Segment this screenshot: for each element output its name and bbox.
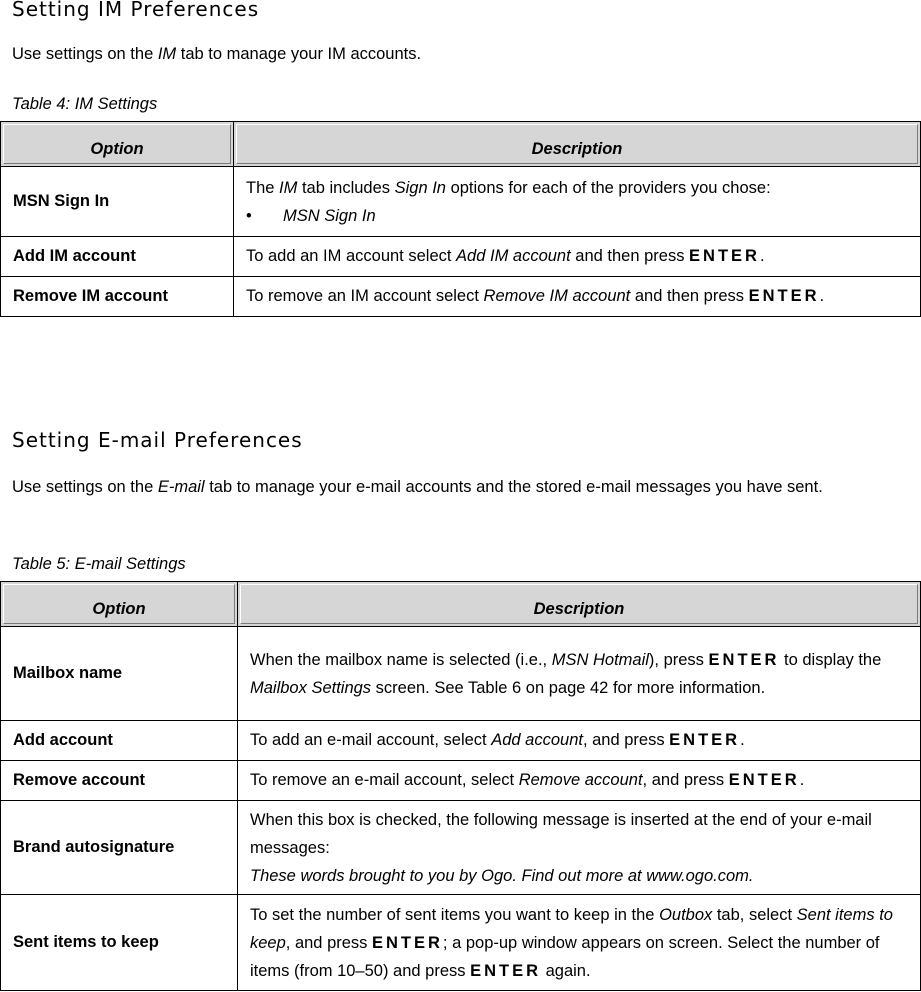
table-row — [1, 761, 921, 801]
table-row — [1, 721, 921, 761]
option-cell: Remove IM account — [1, 277, 234, 317]
table-header-row — [1, 582, 921, 627]
im-intro-paragraph: Use settings on the IM tab to manage your IM accounts. — [12, 45, 422, 63]
option-cell: Add IM account — [1, 237, 234, 277]
option-cell: Sent items to keep — [1, 895, 238, 991]
email-section-heading: Setting E-mail Preferences — [12, 428, 303, 452]
option-cell: Mailbox name — [1, 627, 238, 721]
column-header-option: Option — [1, 122, 234, 167]
table-row — [1, 801, 921, 895]
description-cell: To remove an IM account select Remove IM account and then press ENTER. — [234, 277, 921, 317]
bullet-item: • MSN Sign In — [246, 202, 920, 230]
table-row — [1, 167, 921, 237]
description-cell: To add an IM account select Add IM account and then press ENTER. — [234, 237, 921, 277]
option-cell: Remove account — [1, 761, 238, 801]
column-header-option: Option — [1, 582, 238, 627]
bullet-icon: • — [246, 206, 252, 225]
email-intro-paragraph: Use settings on the E-mail tab to manage your e-mail accounts and the stored e-mail messages you have sent. — [12, 478, 823, 496]
signature-text: These words brought to you by Ogo. Find out more at www.ogo.com. — [250, 866, 754, 885]
description-cell: The IM tab includes Sign In options for each of the providers you chose: • MSN Sign In — [234, 167, 921, 237]
table-row — [1, 627, 921, 721]
table-header-row — [1, 122, 921, 167]
option-cell: Brand autosignature — [1, 801, 238, 895]
description-cell: To remove an e-mail account, select Remove account, and press ENTER. — [238, 761, 921, 801]
table-row — [1, 895, 921, 991]
column-header-description: Description — [234, 122, 921, 167]
description-cell: When this box is checked, the following message is inserted at the end of your e-mail messages: These words brought to you by Ogo. Find out more at www.ogo.com. — [238, 801, 921, 895]
im-section-heading: Setting IM Preferences — [12, 0, 260, 21]
description-cell: When the mailbox name is selected (i.e., MSN Hotmail), press ENTER to display the Mailbox Settings screen. See Table 6 on page 42 for more information. — [238, 627, 921, 721]
table-row — [1, 237, 921, 277]
option-cell: MSN Sign In — [1, 167, 234, 237]
table-row — [1, 277, 921, 317]
im-settings-table — [0, 121, 921, 317]
column-header-description: Description — [238, 582, 921, 627]
description-cell: To set the number of sent items you want to keep in the Outbox tab, select Sent items to keep, and press ENTER; a pop-up window appears on screen. Select the number of items (from 10–50) and press ENTER again. — [238, 895, 921, 991]
description-cell: To add an e-mail account, select Add account, and press ENTER. — [238, 721, 921, 761]
option-cell: Add account — [1, 721, 238, 761]
email-table-caption: Table 5: E-mail Settings — [12, 555, 186, 573]
email-settings-table — [0, 581, 921, 991]
im-table-caption: Table 4: IM Settings — [12, 95, 158, 113]
